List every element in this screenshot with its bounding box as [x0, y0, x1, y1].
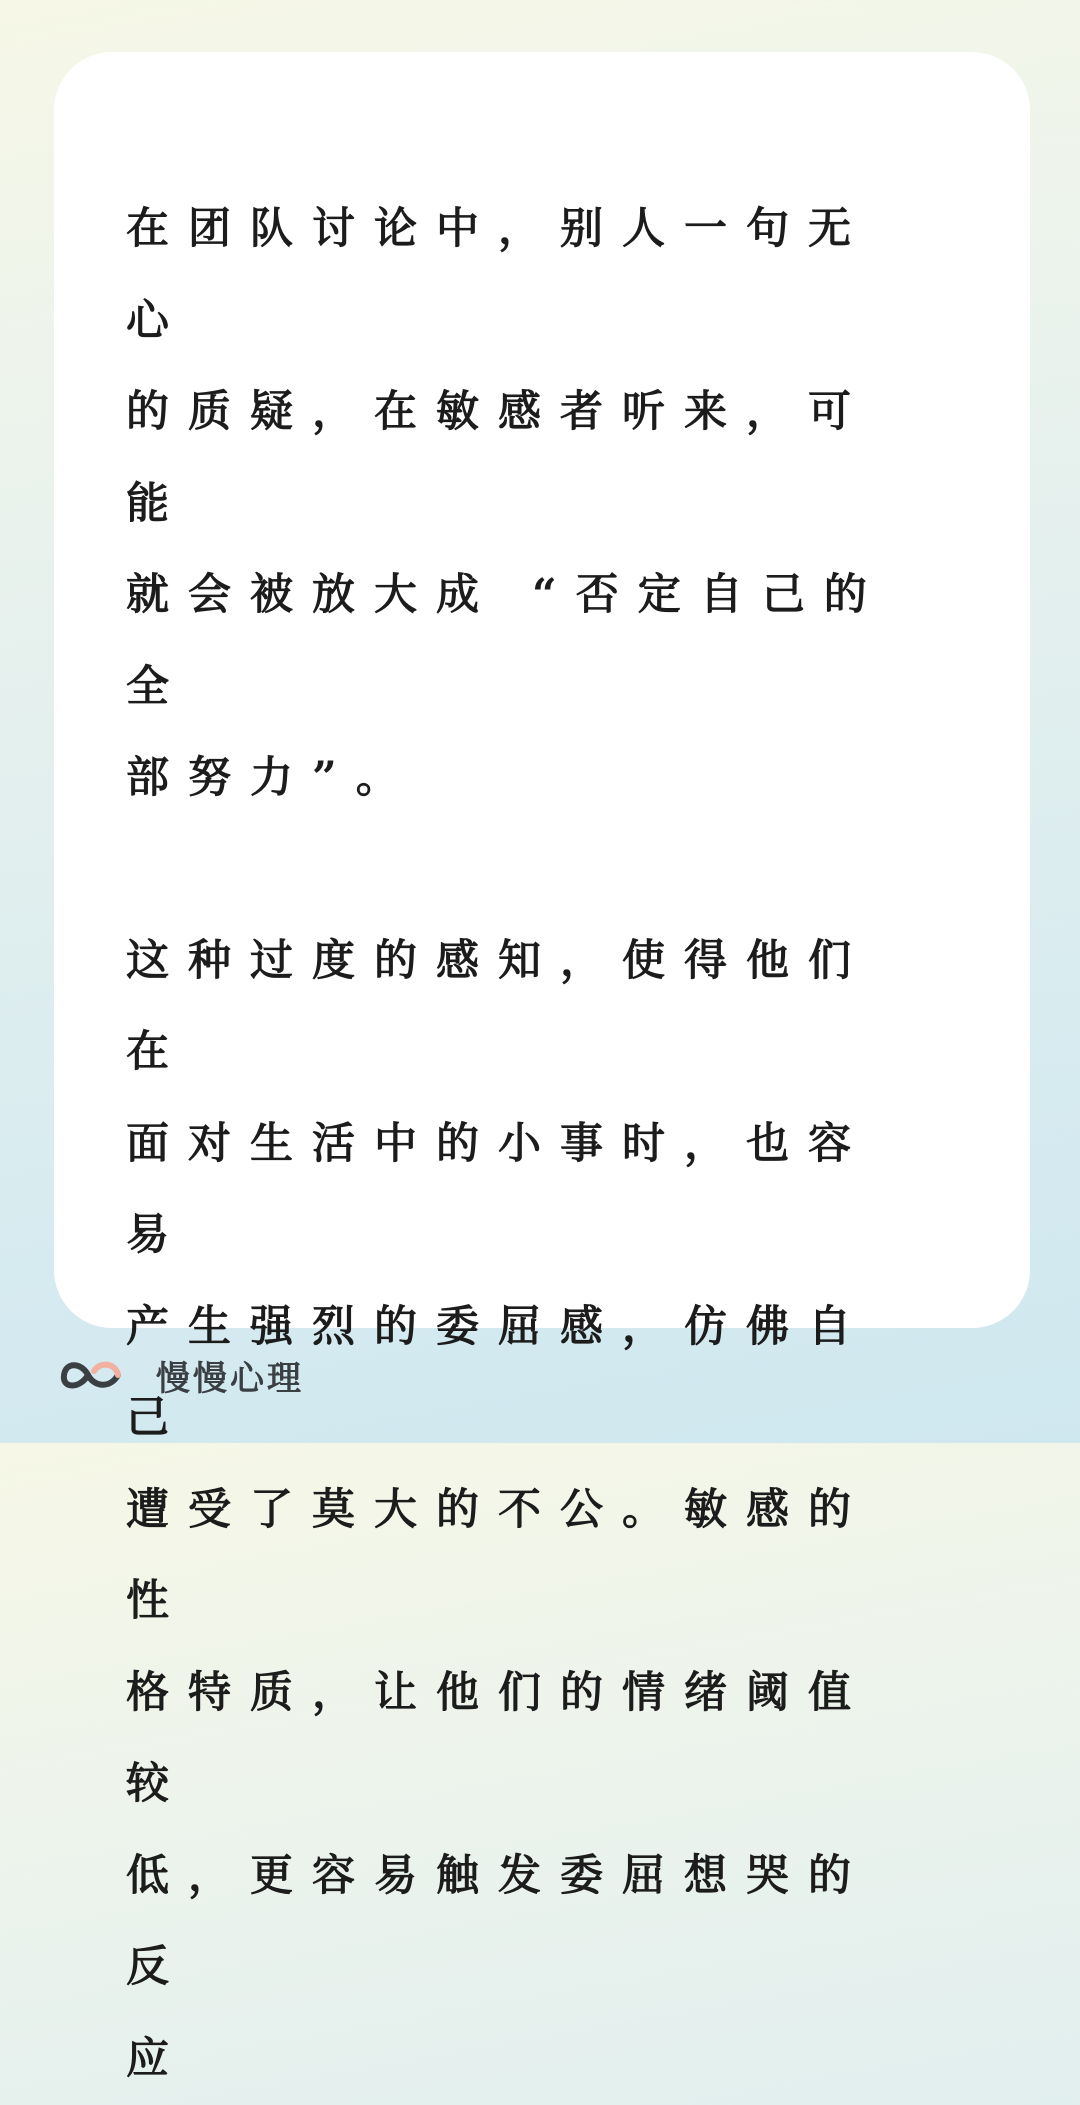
brand-footer [58, 1349, 304, 1401]
mobius-loop-icon [58, 1351, 124, 1399]
paragraph-2: 这种过度的感知，使得他们在 面对生活中的小事时，也容易 产生强烈的委屈感，仿佛自己 遭受了莫大的不公。敏感的性 格特质，让他们的情绪阈值较 低，更容易触发委屈想哭的反 应 [126, 916, 930, 2105]
paragraph-1: 在团队讨论中，别人一句无心 的质疑，在敏感者听来，可能 就会被放大成 “否定自己的全 部努力”。 [126, 184, 930, 825]
brand-name: 慢慢心理 [156, 1351, 304, 1400]
content-card [54, 52, 1030, 1328]
